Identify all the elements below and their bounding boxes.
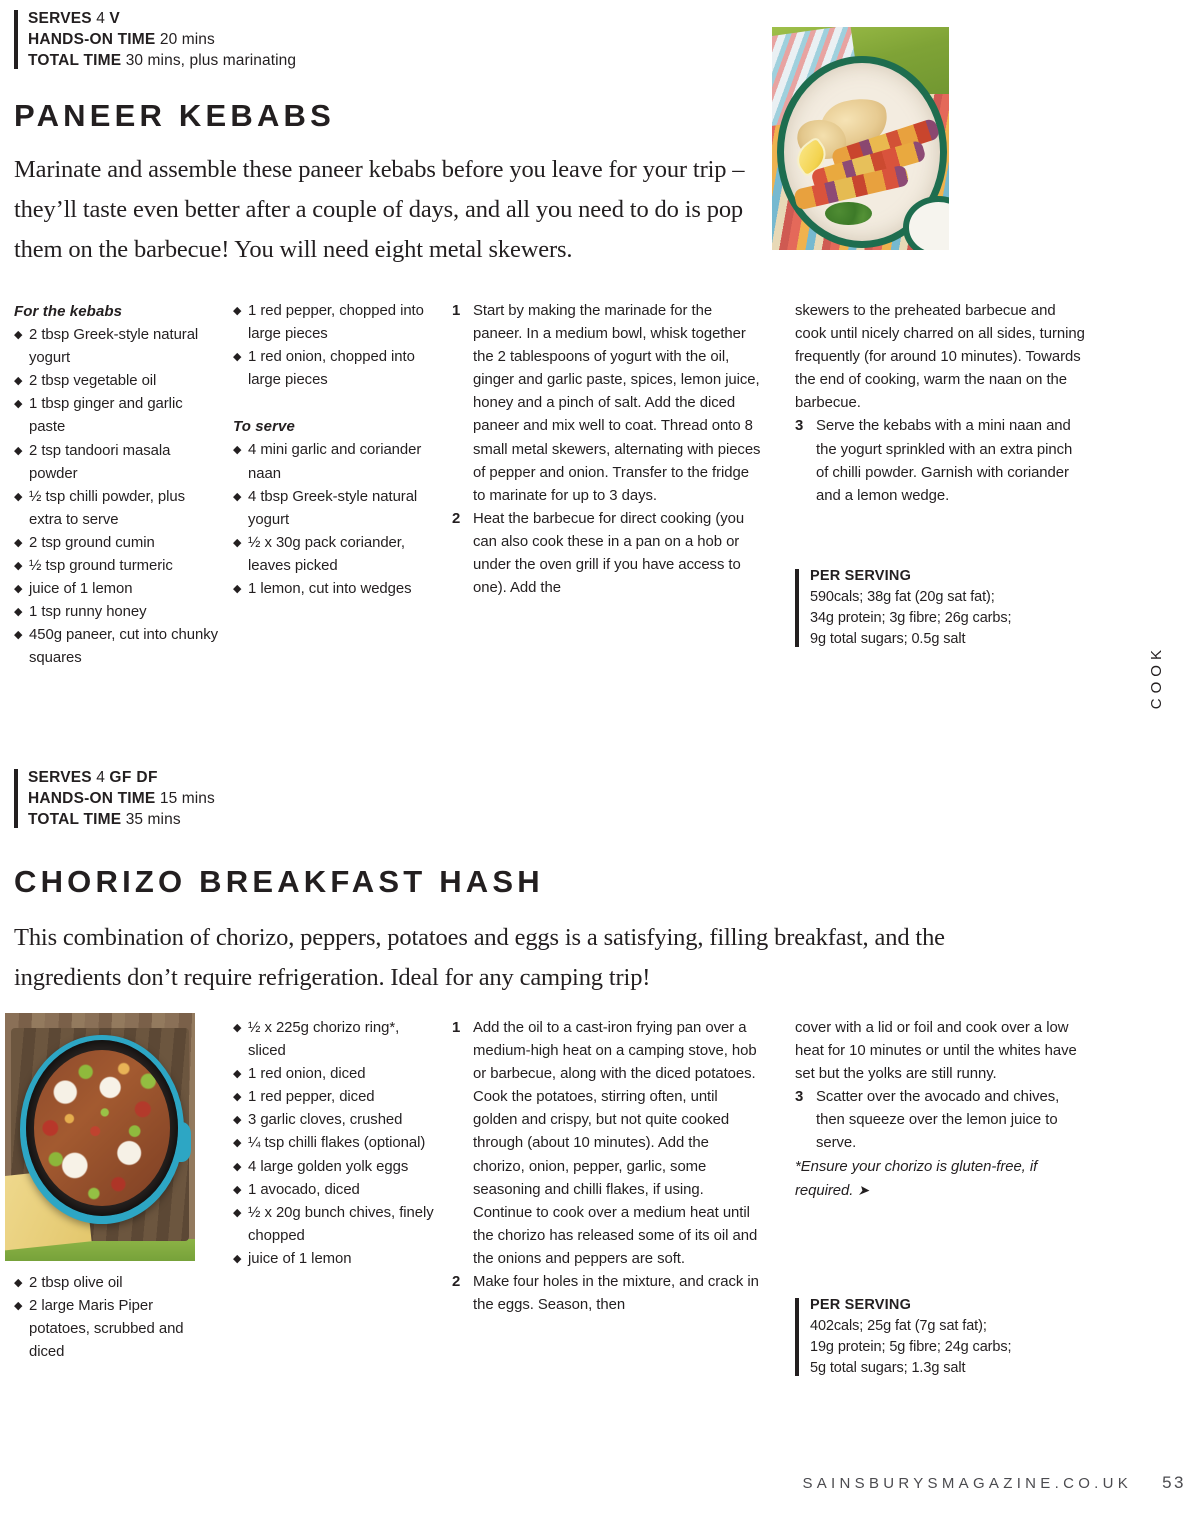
ingredient-text: 4 tbsp Greek-style natural yogurt — [248, 488, 418, 528]
ingredient-item — [14, 324, 219, 370]
paneer-kebabs-photo — [772, 27, 949, 250]
recipe1-handson-label: HANDS-ON TIME — [28, 31, 156, 48]
photo2-hash-contents — [34, 1050, 171, 1206]
recipe1-ingredient-list-kebabs — [14, 324, 219, 670]
ingredient-text: ½ tsp ground turmeric — [29, 558, 173, 575]
recipe2-serves-value: 4 — [96, 769, 105, 786]
recipe1-meta-block — [14, 8, 296, 71]
ingredient-item — [14, 393, 219, 439]
ingredient-text: 2 large Maris Piper potatoes, scrubbed and diced — [29, 1298, 184, 1361]
recipe2-total-line — [28, 809, 215, 830]
ingredient-item — [233, 1109, 438, 1132]
ingredient-item — [14, 624, 219, 670]
ingredient-text: 4 mini garlic and coriander naan — [248, 442, 422, 482]
ingredient-item — [14, 532, 219, 555]
diamond-bullet-icon: ◆ — [233, 1206, 242, 1219]
recipe1-total-line — [28, 50, 296, 71]
diamond-bullet-icon: ◆ — [14, 583, 23, 596]
ingredient-item — [14, 601, 219, 624]
method-step — [795, 415, 1085, 507]
recipe1-step2-continuation: skewers to the preheated barbecue and cook until nicely charred on all sides, turning frequently (for around 10 minutes). Towards the end of cooking, warm the naan on the barbecue. — [795, 303, 1085, 412]
recipe1-method-column-2 — [795, 300, 1085, 508]
ingredient-text: 2 tsp tandoori masala powder — [29, 442, 171, 482]
footer-website-url: SAINSBURYSMAGAZINE.CO.UK — [802, 1475, 1133, 1492]
ingredient-item — [14, 555, 219, 578]
ingredient-text: 1 lemon, cut into wedges — [248, 581, 412, 598]
diamond-bullet-icon: ◆ — [233, 351, 242, 364]
method-step — [452, 1271, 762, 1317]
recipe2-step2-continuation: cover with a lid or foil and cook over a low heat for 10 minutes or until the whites have set but the yolks are still runny. — [795, 1020, 1077, 1083]
recipe2-per-serving-box — [795, 1295, 1085, 1379]
ingredient-text: 450g paneer, cut into chunky squares — [29, 627, 219, 667]
ingredient-text: 2 tbsp Greek-style natural yogurt — [29, 327, 199, 367]
recipe2-handson-label: HANDS-ON TIME — [28, 790, 156, 807]
step-text: Heat the barbecue for direct cooking (you can also cook these in a pan on a hob or under the oven grill if you have access to one). Add the — [473, 510, 745, 597]
ingredient-text: 1 red pepper, diced — [248, 1089, 375, 1106]
recipe1-serves-label: SERVES — [28, 10, 92, 27]
ingredient-text: 1 red onion, diced — [248, 1066, 366, 1083]
diamond-bullet-icon: ◆ — [14, 606, 23, 619]
diamond-bullet-icon: ◆ — [233, 1022, 242, 1034]
ingredient-item — [233, 1063, 438, 1086]
ingredient-text: ½ x 225g chorizo ring*, sliced — [248, 1020, 400, 1060]
per-serving-line: 9g total sugars; 0.5g salt — [810, 631, 966, 647]
recipe1-steps-part1 — [452, 300, 762, 600]
ingredient-item — [233, 1156, 438, 1179]
recipe1-ingredient-list-veg — [233, 300, 433, 392]
ingredient-text: 1 avocado, diced — [248, 1181, 360, 1198]
recipe1-ingredient-list-to-serve — [233, 439, 433, 601]
ingredient-text: juice of 1 lemon — [248, 1250, 352, 1267]
ingredient-item — [14, 578, 219, 601]
chorizo-breakfast-hash-photo — [5, 1013, 195, 1261]
recipe2-footnote — [795, 1156, 1085, 1203]
recipe1-ingredients-column-1 — [14, 300, 219, 671]
recipe1-total-label: TOTAL TIME — [28, 52, 122, 69]
per-serving-title: PER SERVING — [810, 568, 912, 584]
diamond-bullet-icon: ◆ — [14, 629, 23, 642]
recipe1-diet-badge: V — [109, 10, 121, 27]
diamond-bullet-icon: ◆ — [14, 444, 23, 457]
footnote-text: *Ensure your chorizo is gluten-free, if required. — [795, 1158, 1038, 1199]
per-serving-line: 5g total sugars; 1.3g salt — [810, 1360, 966, 1376]
recipe2-serves-line — [28, 767, 215, 788]
ingredient-item — [233, 1202, 438, 1248]
recipe2-handson-value: 15 mins — [159, 790, 215, 807]
ingredient-item — [233, 346, 433, 392]
diamond-bullet-icon: ◆ — [233, 444, 242, 457]
method-step — [452, 508, 762, 600]
diamond-bullet-icon: ◆ — [14, 490, 23, 503]
per-serving-title: PER SERVING — [810, 1297, 912, 1313]
ingredient-item — [233, 1017, 438, 1063]
recipe1-steps-part2 — [795, 415, 1085, 507]
recipe1-ingredients-heading-kebabs: For the kebabs — [14, 303, 123, 320]
recipe2-handson-line — [28, 788, 215, 809]
diamond-bullet-icon: ◆ — [233, 1091, 242, 1104]
recipe2-total-label: TOTAL TIME — [28, 811, 122, 828]
recipe1-method-column-1 — [452, 300, 762, 600]
ingredient-text: ¼ tsp chilli flakes (optional) — [248, 1135, 426, 1152]
ingredient-text: 4 large golden yolk eggs — [248, 1158, 409, 1175]
recipe1-serves-line — [28, 8, 296, 29]
ingredient-text: 2 tbsp vegetable oil — [29, 373, 157, 390]
ingredient-text: ½ x 20g bunch chives, finely chopped — [248, 1204, 434, 1244]
diamond-bullet-icon: ◆ — [233, 1068, 242, 1081]
page-footer — [802, 1473, 1186, 1493]
diamond-bullet-icon: ◆ — [14, 560, 23, 573]
ingredient-item — [14, 486, 219, 532]
method-step — [452, 300, 762, 508]
recipe2-ingredient-list-right — [233, 1017, 438, 1271]
recipe2-title: CHORIZO BREAKFAST HASH — [14, 864, 544, 899]
step-text: Make four holes in the mixture, and crack in the eggs. Season, then — [473, 1274, 759, 1314]
recipe1-ingredients-column-2 — [233, 300, 433, 601]
recipe2-method-column-1 — [452, 1017, 762, 1317]
ingredient-item — [14, 370, 219, 393]
ingredient-item — [14, 1272, 214, 1295]
ingredient-text: ½ x 30g pack coriander, leaves picked — [248, 534, 405, 574]
ingredient-item — [14, 1295, 214, 1364]
recipe2-meta-block — [14, 767, 215, 830]
ingredient-text: 1 red pepper, chopped into large pieces — [248, 303, 424, 343]
method-step — [452, 1017, 762, 1271]
ingredient-item — [233, 532, 433, 578]
ingredient-text: 3 garlic cloves, crushed — [248, 1112, 403, 1129]
diamond-bullet-icon: ◆ — [233, 536, 242, 549]
recipe1-per-serving-box — [795, 566, 1085, 650]
ingredient-text: ½ tsp chilli powder, plus extra to serve — [29, 488, 186, 528]
step-number: 2 — [452, 510, 461, 527]
diamond-bullet-icon: ◆ — [233, 490, 242, 503]
step-text: Add the oil to a cast-iron frying pan over a medium-high heat on a camping stove, hob or barbecue, along with the diced potatoes. Cook the potatoes, stirring often, until golden and crispy, but not quite cooked through (about 10 minutes). Add the chorizo, onion, pepper, garlic, some seasoning and chilli flakes, if using. Continue to cook over a medium heat until the chorizo has released some of its oil and the onions and peppers are soft. — [473, 1020, 758, 1267]
recipe1-handson-line — [28, 29, 296, 50]
diamond-bullet-icon: ◆ — [14, 398, 23, 411]
photo1-coriander — [825, 202, 872, 225]
ingredient-item — [233, 439, 433, 485]
ingredient-item — [233, 300, 433, 346]
continue-arrow-icon: ➤ — [857, 1181, 870, 1198]
per-serving-line: 34g protein; 3g fibre; 26g carbs; — [810, 610, 1012, 626]
diamond-bullet-icon: ◆ — [14, 1300, 23, 1313]
ingredient-item — [14, 440, 219, 486]
diamond-bullet-icon: ◆ — [233, 1137, 242, 1150]
column-spacer — [233, 392, 433, 415]
section-tab-cook: COOK — [1148, 645, 1165, 710]
step-number: 1 — [452, 1020, 461, 1036]
diamond-bullet-icon: ◆ — [233, 583, 242, 596]
ingredient-text: 1 red onion, chopped into large pieces — [248, 349, 415, 389]
ingredient-text: juice of 1 lemon — [29, 581, 133, 598]
ingredient-item — [233, 1132, 438, 1155]
per-serving-line: 19g protein; 5g fibre; 24g carbs; — [810, 1339, 1012, 1355]
step-number: 2 — [452, 1274, 461, 1291]
ingredient-text: 1 tsp runny honey — [29, 604, 147, 621]
ingredient-item — [233, 1086, 438, 1109]
diamond-bullet-icon: ◆ — [233, 1183, 242, 1196]
per-serving-line: 590cals; 38g fat (20g sat fat); — [810, 589, 995, 605]
recipe1-intro: Marinate and assemble these paneer kebabs before you leave for your trip – they’ll taste even better after a couple of days, and all you need to do is pop them on the barbecue! You will need eight metal skewers. — [14, 156, 745, 263]
diamond-bullet-icon: ◆ — [233, 1160, 242, 1173]
diamond-bullet-icon: ◆ — [14, 536, 23, 549]
ingredient-item — [233, 578, 433, 601]
ingredient-text: 2 tsp ground cumin — [29, 534, 155, 551]
recipe2-serves-label: SERVES — [28, 769, 92, 786]
ingredient-text: 1 tbsp ginger and garlic paste — [29, 396, 183, 436]
recipe2-diet-badge: GF DF — [109, 769, 158, 786]
diamond-bullet-icon: ◆ — [14, 329, 23, 342]
recipe2-steps-part2 — [795, 1086, 1085, 1155]
step-text: Scatter over the avocado and chives, then squeeze over the lemon juice to serve. — [816, 1089, 1060, 1152]
per-serving-line: 402cals; 25g fat (7g sat fat); — [810, 1318, 987, 1334]
diamond-bullet-icon: ◆ — [14, 375, 23, 388]
step-number: 3 — [795, 418, 804, 435]
ingredient-item — [233, 1179, 438, 1202]
recipe2-total-value: 35 mins — [125, 811, 181, 828]
recipe1-title: PANEER KEBABS — [14, 98, 336, 133]
step-text: Serve the kebabs with a mini naan and the yogurt sprinkled with an extra pinch of chilli powder. Garnish with coriander and a lemon wedge. — [816, 418, 1073, 504]
diamond-bullet-icon: ◆ — [14, 1277, 23, 1289]
recipe1-serves-value: 4 — [96, 10, 105, 27]
ingredient-text: 2 tbsp olive oil — [29, 1275, 123, 1291]
recipe2-ingredients-column-1 — [14, 1272, 214, 1364]
recipe1-ingredients-heading-to-serve: To serve — [233, 418, 295, 436]
footer-page-number: 53 — [1162, 1473, 1186, 1492]
recipe2-ingredients-column-2 — [233, 1017, 438, 1271]
ingredient-item — [233, 486, 433, 532]
diamond-bullet-icon: ◆ — [233, 1252, 242, 1265]
ingredient-item — [233, 1248, 438, 1271]
step-number: 1 — [452, 303, 461, 319]
step-text: Start by making the marinade for the paneer. In a medium bowl, whisk together the 2 tablespoons of yogurt with the oil, ginger and garlic paste, spices, lemon juice, honey and a pinch of salt. Add the diced paneer and mix well to coat. Thread onto 8 small metal skewers, alternating with pieces of pepper and onion. Transfer to the fridge to marinate for up to 3 days. — [473, 303, 761, 504]
recipe2-method-column-2 — [795, 1017, 1085, 1203]
step-number: 3 — [795, 1089, 804, 1106]
recipe1-handson-value: 20 mins — [159, 31, 215, 48]
method-step — [795, 1086, 1085, 1155]
recipe1-total-value: 30 mins, plus marinating — [125, 52, 297, 69]
recipe2-steps-part1 — [452, 1017, 762, 1317]
recipe2-intro: This combination of chorizo, peppers, potatoes and eggs is a satisfying, filling breakfast, and the ingredients don’t require refrigeration. Ideal for any camping trip! — [14, 924, 945, 991]
recipe2-ingredient-list-left — [14, 1272, 214, 1364]
diamond-bullet-icon: ◆ — [233, 1114, 242, 1127]
diamond-bullet-icon: ◆ — [233, 305, 242, 317]
